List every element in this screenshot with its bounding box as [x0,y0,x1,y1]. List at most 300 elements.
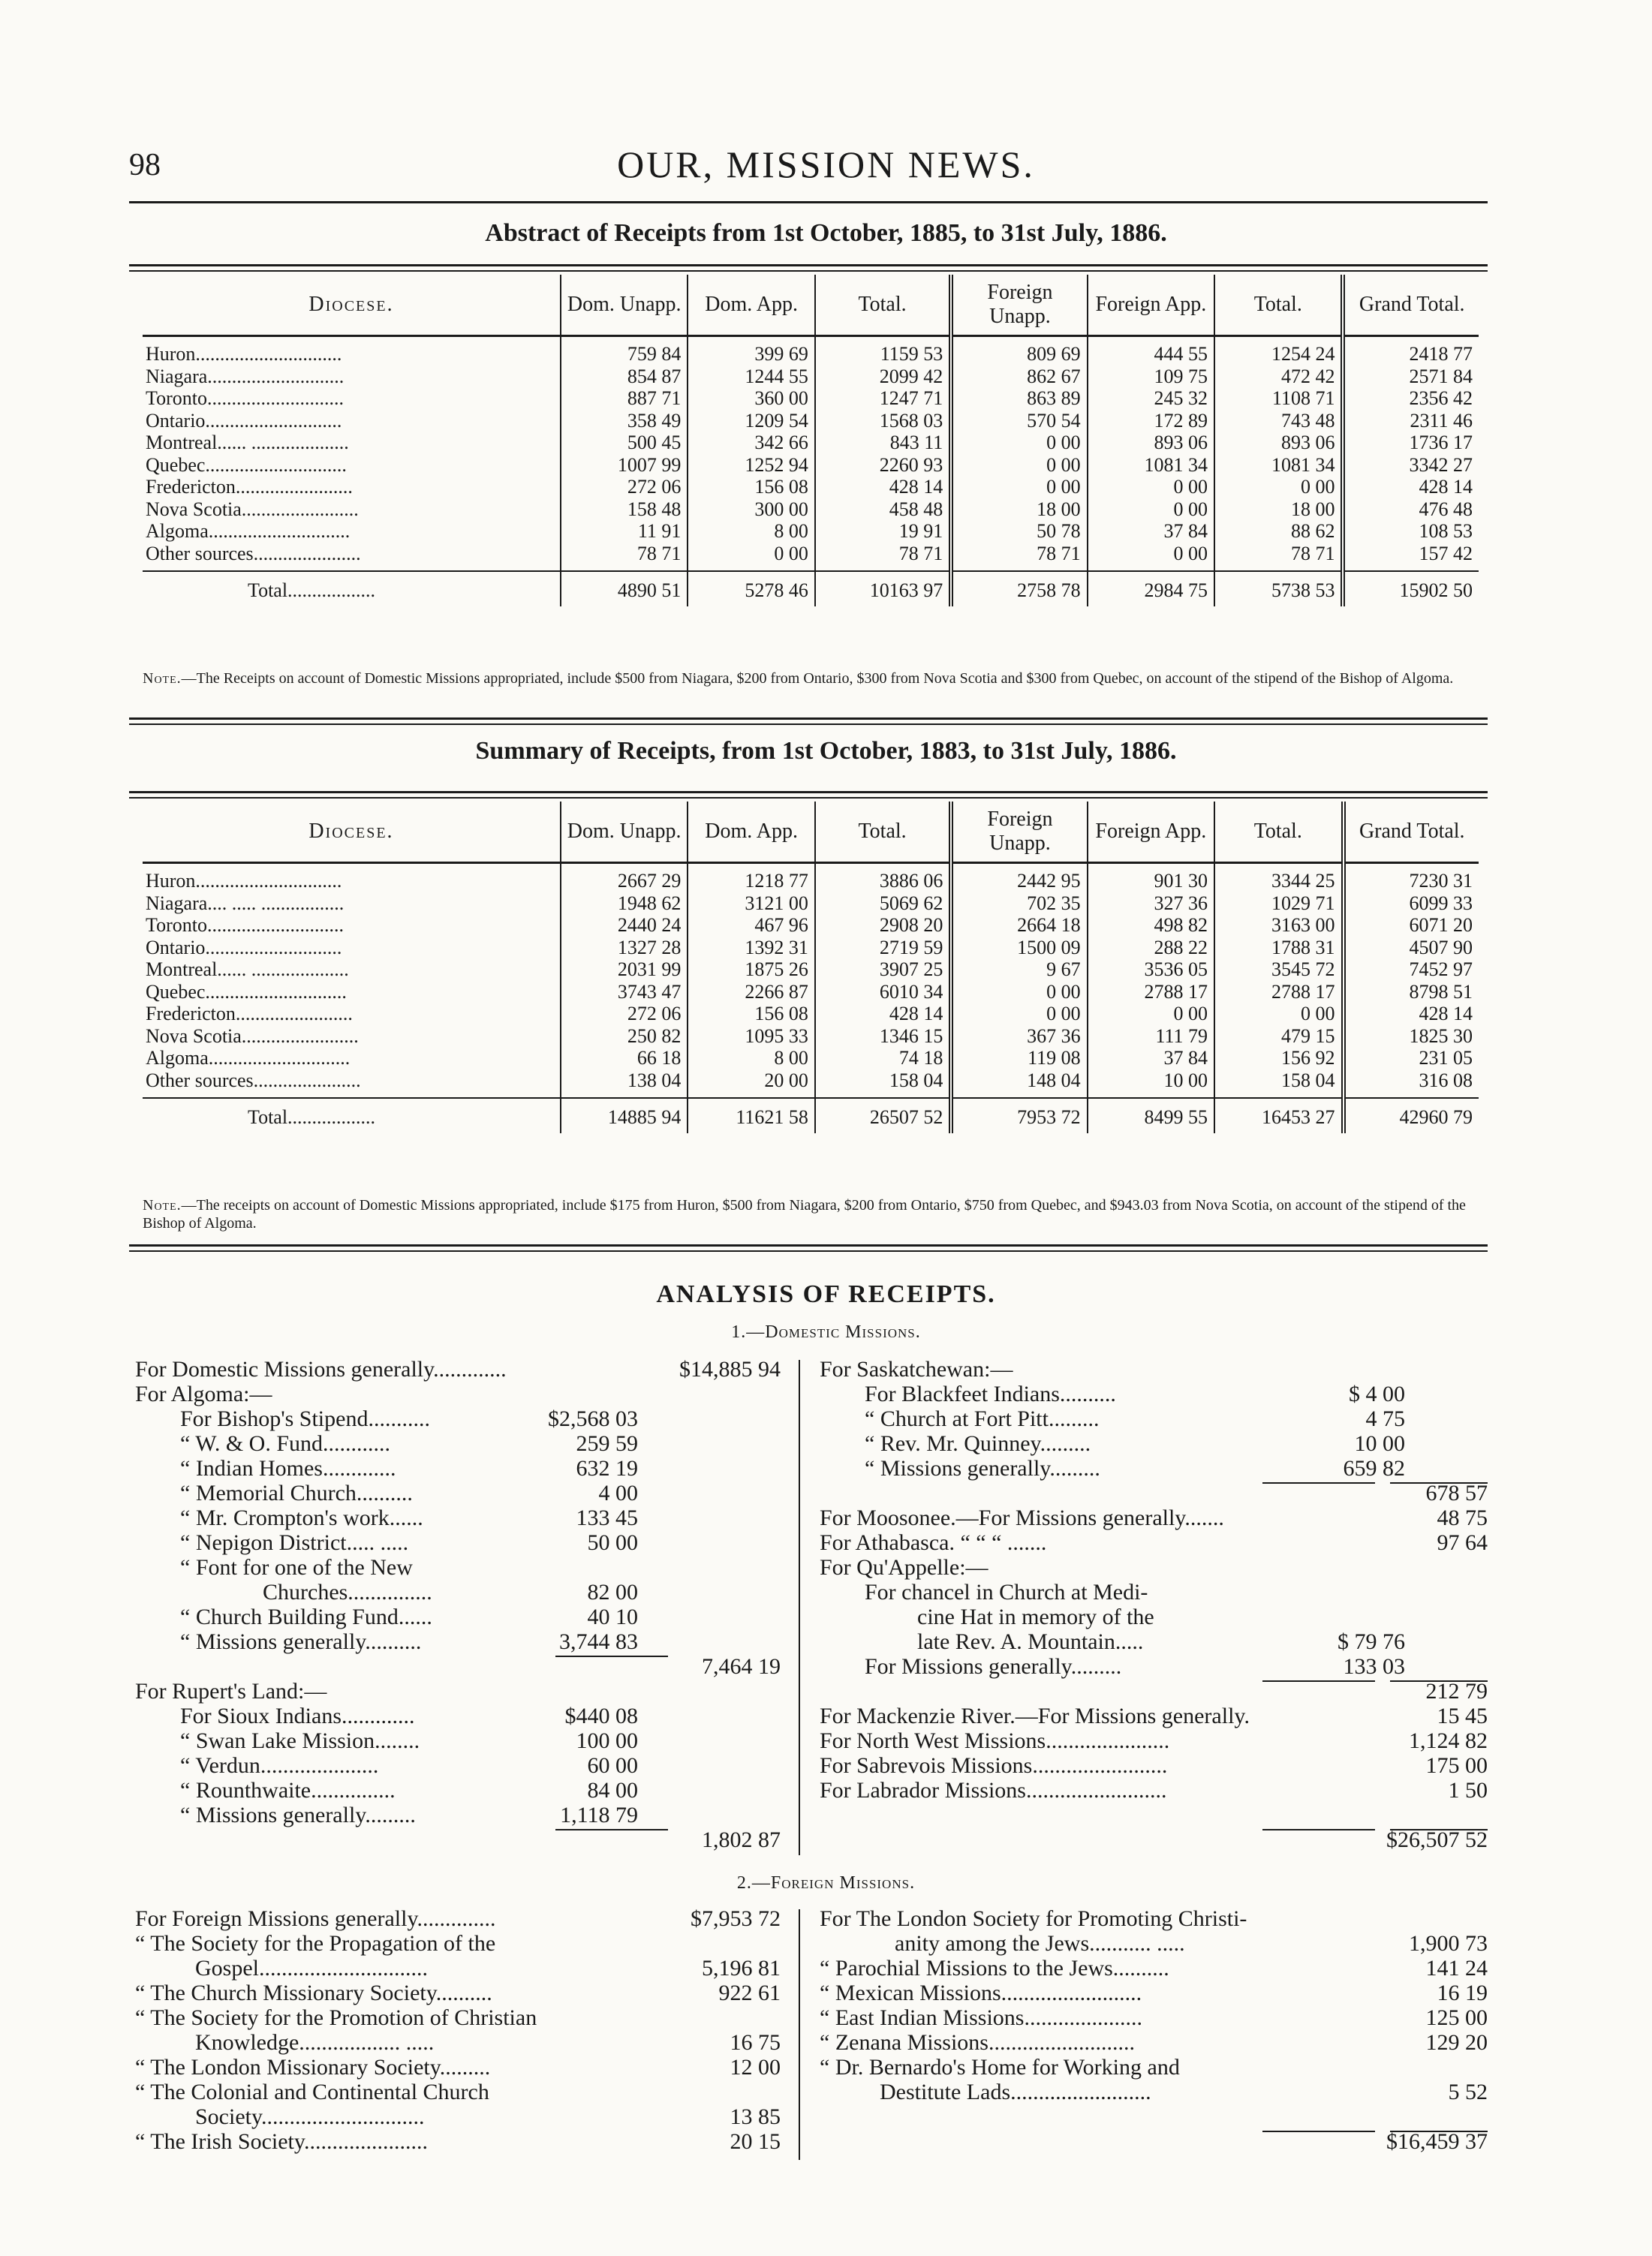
table-cell: 500 45 [561,432,688,454]
item-amount: 133 45 [572,1506,639,1530]
table-cell: 476 48 [1343,498,1479,521]
table-row [143,914,1479,937]
ledger-line [135,1753,788,1778]
ledger-label: “ Memorial Church.......... [180,1481,413,1506]
table-cell: 2356 42 [1343,387,1479,410]
item-amount: 1,118 79 [555,1803,638,1827]
subtotal-amount: $16,459 37 [1382,2129,1488,2154]
total-cell: 26507 52 [815,1098,951,1133]
ledger-label: “ The Irish Society...................... [135,2129,428,2154]
column-divider [799,1909,800,2160]
table-cell: 428 14 [1343,476,1479,498]
diocese-name: Montreal...... .................... [146,432,349,453]
table-cell: 1218 77 [688,863,815,892]
ledger-label: “ Swan Lake Mission........ [180,1728,420,1753]
ledger-line [135,2030,788,2055]
ledger-line [820,1803,1488,1827]
table-cell: 78 71 [1214,543,1343,572]
ledger-line [820,1555,1488,1580]
sum-rule [555,1829,668,1830]
ledger-line [135,1506,788,1530]
ledger-label: Society............................. [195,2104,425,2129]
ledger-label: “ Mexican Missions......................... [820,1981,1142,2005]
item-amount: $ 79 76 [1333,1629,1405,1654]
table-row [143,1069,1479,1099]
table-cell: 1247 71 [815,387,951,410]
ledger-label: Churches............... [263,1580,432,1605]
diocese-name: Toronto............................ [146,914,344,936]
ledger-label: “ Rev. Mr. Quinney......... [865,1431,1091,1456]
table-cell: 367 36 [951,1025,1087,1048]
subtotal-amount: 12 00 [726,2055,781,2080]
ledger-label: “ Rounthwaite............... [180,1778,396,1803]
table-cell: 327 36 [1088,892,1214,915]
table-cell: 472 42 [1214,365,1343,388]
table-cell: 498 82 [1088,914,1214,937]
ledger-line [820,1506,1488,1530]
table-cell: 0 00 [1088,1003,1214,1025]
ledger-line [135,1679,788,1704]
table-row [143,543,1479,572]
table-row [143,863,1479,892]
ledger-label: Gospel.............................. [195,1956,428,1981]
table-cell: 467 96 [688,914,815,937]
subtotal-amount: 15 45 [1433,1704,1488,1728]
table-cell: 9 67 [951,958,1087,981]
summary-table [143,802,1479,1133]
table-cell: 3121 00 [688,892,815,915]
total-cell: 11621 58 [688,1098,815,1133]
total-cell: 8499 55 [1088,1098,1214,1133]
table-cell: 156 08 [688,476,814,498]
subtotal-amount: $14,885 94 [675,1357,781,1382]
ledger-label: “ The London Missionary Society......... [135,2055,491,2080]
table-cell: 2442 95 [951,863,1087,892]
table-cell: 863 89 [951,387,1087,410]
table-row [143,520,1479,543]
table-cell: 158 04 [815,1069,951,1099]
sum-rule [1262,1829,1375,1830]
subtotal-amount: $7,953 72 [686,1906,781,1931]
table-cell: 428 14 [815,1003,951,1025]
ledger-label: “ Church at Fort Pitt......... [865,1406,1100,1431]
column-header: Dom. Unapp. [561,275,688,336]
ledger-label: For North West Missions...................... [820,1728,1170,1753]
table-cell: 37 84 [1088,1047,1214,1069]
table-cell: 157 42 [1343,543,1479,572]
column-header: Foreign Unapp. [951,802,1087,863]
table-cell: 809 69 [951,336,1087,365]
foreign-left-column [135,1906,788,2154]
table-cell: 1081 34 [1088,454,1214,477]
table-cell: 6071 20 [1344,914,1479,937]
subtotal-amount: 16 19 [1433,1981,1488,2005]
table-cell: 109 75 [1088,365,1214,388]
table-cell: 458 48 [815,498,951,521]
column-header: Diocese. [143,275,561,336]
table-cell: 428 14 [1344,1003,1479,1025]
ledger-label: “ The Society for the Propagation of the [135,1931,496,1956]
ledger-line [135,2005,788,2030]
table-cell: 78 71 [815,543,951,572]
table-cell: 759 84 [561,336,688,365]
table-cell: 1095 33 [688,1025,815,1048]
table-cell: 0 00 [1088,498,1214,521]
summary-title: Summary of Receipts, from 1st October, 1883, to 31st July, 1886. [475,737,1177,765]
ledger-label: “ Parochial Missions to the Jews.......... [820,1956,1169,1981]
ledger-label: “ Mr. Crompton's work...... [180,1506,423,1530]
table-cell: 2440 24 [561,914,688,937]
table-cell: 0 00 [688,543,814,572]
ledger-line [820,1704,1488,1728]
ledger-line [820,1382,1488,1406]
ledger-label: For Algoma:— [135,1382,272,1406]
table-cell: 172 89 [1088,410,1214,432]
abstract-table [143,275,1479,606]
total-cell: 2984 75 [1088,571,1214,606]
abstract-note: Note.—The Receipts on account of Domestic Missions appropriated, include $500 from Niagara, $200 from Ontario, $300 from Nova Scotia and $300 from Quebec, on account of the stipend of the Bishop of Algoma. [143,670,1454,687]
table-cell: 2571 84 [1343,365,1479,388]
item-amount: 10 00 [1350,1431,1406,1456]
total-cell: 15902 50 [1343,571,1479,606]
table-cell: 843 11 [815,432,951,454]
sum-rule [1262,1680,1375,1682]
ledger-line [820,1679,1488,1704]
column-header: Grand Total. [1343,275,1479,336]
item-amount: 133 03 [1339,1654,1406,1679]
table-cell: 4507 90 [1344,937,1479,959]
table-cell: 108 53 [1343,520,1479,543]
table-row [143,498,1479,521]
ledger-label: “ Missions generally......... [865,1456,1100,1481]
table-cell: 0 00 [1088,543,1214,572]
ledger-label: For Bishop's Stipend........... [180,1406,430,1431]
ledger-label: “ East Indian Missions..................... [820,2005,1142,2030]
table-cell: 66 18 [561,1047,688,1069]
table-cell: 7230 31 [1344,863,1479,892]
subtotal-amount: 20 15 [726,2129,781,2154]
ledger-line [135,1406,788,1431]
table-row [143,1025,1479,1048]
table-cell: 2031 99 [561,958,688,981]
table-cell: 1825 30 [1344,1025,1479,1048]
item-amount: 82 00 [583,1580,639,1605]
ledger-label: late Rev. A. Mountain..... [917,1629,1144,1654]
table-cell: 8798 51 [1344,981,1479,1003]
table-cell: 88 62 [1214,520,1343,543]
subtotal-amount: 212 79 [1422,1679,1488,1704]
diocese-name: Niagara.... ..... ................. [146,892,345,914]
table-cell: 156 92 [1214,1047,1344,1069]
table-cell: 570 54 [951,410,1087,432]
table-cell: 1736 17 [1343,432,1479,454]
table-cell: 428 14 [815,476,951,498]
ledger-line [135,1981,788,2005]
table-cell: 358 49 [561,410,688,432]
item-amount: 4 75 [1362,1406,1406,1431]
subtotal-amount: 13 85 [726,2104,781,2129]
ledger-label: “ Verdun..................... [180,1753,379,1778]
ledger-line [135,1481,788,1506]
table-cell: 2788 17 [1088,981,1214,1003]
ledger-line [820,2104,1488,2129]
table-cell: 3344 25 [1214,863,1344,892]
total-cell: 4890 51 [561,571,688,606]
ledger-label: For Mackenzie River.—For Missions generally. [820,1704,1250,1728]
ledger-line [820,1956,1488,1981]
table-row [143,336,1479,365]
ledger-line [820,2080,1488,2104]
table-cell: 1209 54 [688,410,814,432]
diocese-name: Toronto............................ [146,387,344,409]
ledger-line [820,2030,1488,2055]
table-cell: 1327 28 [561,937,688,959]
table-cell: 1875 26 [688,958,815,981]
diocese-name: Nova Scotia........................ [146,1024,359,1047]
table-cell: 2260 93 [815,454,951,477]
ledger-label: For Sabrevois Missions........................ [820,1753,1168,1778]
head-rule [129,201,1488,203]
table-cell: 862 67 [951,365,1087,388]
ledger-label: For Athabasca. “ “ “ ....... [820,1530,1047,1555]
ledger-label: For Moosonee.—For Missions generally....... [820,1506,1224,1530]
table-cell: 1392 31 [688,937,815,959]
table-row [143,454,1479,477]
table-cell: 148 04 [951,1069,1087,1099]
table-cell: 288 22 [1088,937,1214,959]
subtotal-amount: 1,124 82 [1404,1728,1488,1753]
ledger-line [820,1753,1488,1778]
item-amount: 4 00 [594,1481,639,1506]
diocese-name: Algoma............................. [146,1047,351,1069]
table-cell: 2099 42 [815,365,951,388]
ledger-label: For Labrador Missions......................... [820,1778,1167,1803]
item-amount: 100 00 [572,1728,639,1753]
foreign-right-column [820,1906,1488,2154]
total-row [143,571,1479,606]
total-row [143,1098,1479,1133]
table-row [143,937,1479,959]
column-header: Foreign App. [1088,275,1214,336]
ledger-label: “ Dr. Bernardo's Home for Working and [820,2055,1180,2080]
table-cell: 11 91 [561,520,688,543]
item-amount: 84 00 [583,1778,639,1803]
ledger-line [135,1555,788,1580]
foreign-missions-title: 2.—Foreign Missions. [736,1873,916,1893]
ledger-line [820,1728,1488,1753]
running-head: OUR, MISSION NEWS. [617,143,1035,185]
subtotal-amount: 5,196 81 [697,1956,781,1981]
ledger-label: “ The Church Missionary Society.......... [135,1981,492,2005]
table-cell: 158 48 [561,498,688,521]
item-amount: 659 82 [1339,1456,1406,1481]
column-header: Total. [815,275,951,336]
table-cell: 0 00 [951,981,1087,1003]
diocese-name: Other sources...................... [146,1069,361,1091]
table-cell: 702 35 [951,892,1087,915]
sum-rule [555,1656,668,1657]
table-cell: 111 79 [1088,1025,1214,1048]
domestic-missions-title: 1.—Domestic Missions. [731,1322,921,1342]
table-cell: 19 91 [815,520,951,543]
table-row [143,432,1479,454]
diocese-name: Huron.............................. [146,343,342,365]
ledger-line [820,1406,1488,1431]
table-cell: 342 66 [688,432,814,454]
table-cell: 743 48 [1214,410,1343,432]
table-row [143,981,1479,1003]
table-cell: 2311 46 [1343,410,1479,432]
subtotal-amount: 5 52 [1444,2080,1488,2104]
table-cell: 231 05 [1344,1047,1479,1069]
ledger-line [820,1481,1488,1506]
table-cell: 360 00 [688,387,814,410]
table-cell: 18 00 [951,498,1087,521]
ledger-label: For Foreign Missions generally.............. [135,1906,496,1931]
table-cell: 2418 77 [1343,336,1479,365]
ledger-line [135,1704,788,1728]
table-cell: 3886 06 [815,863,951,892]
table-row [143,1047,1479,1069]
subtotal-amount: 7,464 19 [697,1654,781,1679]
table-cell: 0 00 [951,432,1087,454]
diocese-name: Ontario............................ [146,409,342,432]
ledger-line [820,2055,1488,2080]
table-cell: 2667 29 [561,863,688,892]
item-amount: 3,744 83 [555,1629,638,1654]
subtotal-amount: 175 00 [1422,1753,1488,1778]
table-cell: 399 69 [688,336,814,365]
table-cell: 78 71 [561,543,688,572]
ledger-line [820,1629,1488,1654]
table-cell: 272 06 [561,476,688,498]
ledger-label: “ Nepigon District..... ..... [180,1530,409,1555]
subtotal-amount: 678 57 [1422,1481,1488,1506]
ledger-label: For Missions generally......... [865,1654,1122,1679]
table-cell: 1788 31 [1214,937,1344,959]
ledger-line [135,1827,788,1852]
total-cell: 10163 97 [815,571,951,606]
ledger-line [820,1906,1488,1931]
table-cell: 20 00 [688,1069,815,1099]
ledger-line [820,1931,1488,1956]
column-header: Dom. App. [688,802,815,863]
total-cell: 2758 78 [951,571,1087,606]
column-header: Dom. Unapp. [561,802,688,863]
total-cell: 7953 72 [951,1098,1087,1133]
subtotal-amount: 129 20 [1422,2030,1488,2055]
table-row [143,1003,1479,1025]
ledger-line [135,1431,788,1456]
diocese-name: Niagara............................ [146,365,345,387]
ledger-label: “ The Society for the Promotion of Christian [135,2005,537,2030]
table-cell: 0 00 [951,476,1087,498]
table-cell: 1029 71 [1214,892,1344,915]
ledger-line [820,1778,1488,1803]
item-amount: 632 19 [572,1456,639,1481]
ledger-line [135,1357,788,1382]
ledger-line [135,1778,788,1803]
table-cell: 2908 20 [815,914,951,937]
table-cell: 444 55 [1088,336,1214,365]
item-amount: $440 08 [561,1704,639,1728]
ledger-line [820,1357,1488,1382]
diocese-name: Algoma............................. [146,520,351,542]
abstract-top-rule [129,264,1488,266]
table-cell: 6099 33 [1344,892,1479,915]
table-cell: 119 08 [951,1047,1087,1069]
table-cell: 1007 99 [561,454,688,477]
diocese-name: Nova Scotia........................ [146,498,359,520]
sum-rule [1390,2131,1488,2132]
ledger-line [820,1530,1488,1555]
table-cell: 250 82 [561,1025,688,1048]
table-cell: 272 06 [561,1003,688,1025]
ledger-line [820,2005,1488,2030]
header-row [143,275,1479,336]
table-cell: 1500 09 [951,937,1087,959]
table-cell: 5069 62 [815,892,951,915]
subtotal-amount: 125 00 [1422,2005,1488,2030]
table-cell: 0 00 [951,1003,1087,1025]
total-label: Total.................. [143,1098,561,1133]
analysis-title: ANALYSIS OF RECEIPTS. [656,1280,996,1308]
ledger-line [135,2055,788,2080]
subtotal-amount: 1 50 [1444,1778,1488,1803]
ledger-label: For Domestic Missions generally............. [135,1357,507,1382]
table-cell: 0 00 [1214,476,1343,498]
column-header: Foreign Unapp. [951,275,1087,336]
column-header: Grand Total. [1344,802,1479,863]
ledger-line [135,1629,788,1654]
column-header: Total. [1214,802,1344,863]
sum-rule [1262,2131,1375,2132]
table-cell: 854 87 [561,365,688,388]
ledger-line [135,2104,788,2129]
ledger-label: For Saskatchewan:— [820,1357,1013,1382]
table-cell: 245 32 [1088,387,1214,410]
table-cell: 7452 97 [1344,958,1479,981]
ledger-line [135,1605,788,1629]
ledger-line [135,1382,788,1406]
diocese-name: Ontario............................ [146,936,342,958]
total-cell: 42960 79 [1344,1098,1479,1133]
item-amount: $2,568 03 [543,1406,638,1431]
table-cell: 3545 72 [1214,958,1344,981]
table-cell: 1081 34 [1214,454,1343,477]
subtotal-amount: 1,802 87 [697,1827,781,1852]
table-cell: 1252 94 [688,454,814,477]
subtotal-amount: 1,900 73 [1404,1931,1488,1956]
ledger-label: For Blackfeet Indians.......... [865,1382,1116,1406]
total-cell: 14885 94 [561,1098,688,1133]
table-cell: 3536 05 [1088,958,1214,981]
diocese-name: Other sources...................... [146,542,361,564]
total-label: Total.................. [143,571,561,606]
ledger-label: For Qu'Appelle:— [820,1555,988,1580]
column-header: Dom. App. [688,275,814,336]
table-cell: 901 30 [1088,863,1214,892]
ledger-line [135,1931,788,1956]
table-cell: 0 00 [1214,1003,1344,1025]
table-cell: 887 71 [561,387,688,410]
table-cell: 3163 00 [1214,914,1344,937]
ledger-line [135,1530,788,1555]
column-header: Foreign App. [1088,802,1214,863]
ledger-line [135,2129,788,2154]
table-cell: 78 71 [951,543,1087,572]
sum-rule [1390,1829,1488,1830]
